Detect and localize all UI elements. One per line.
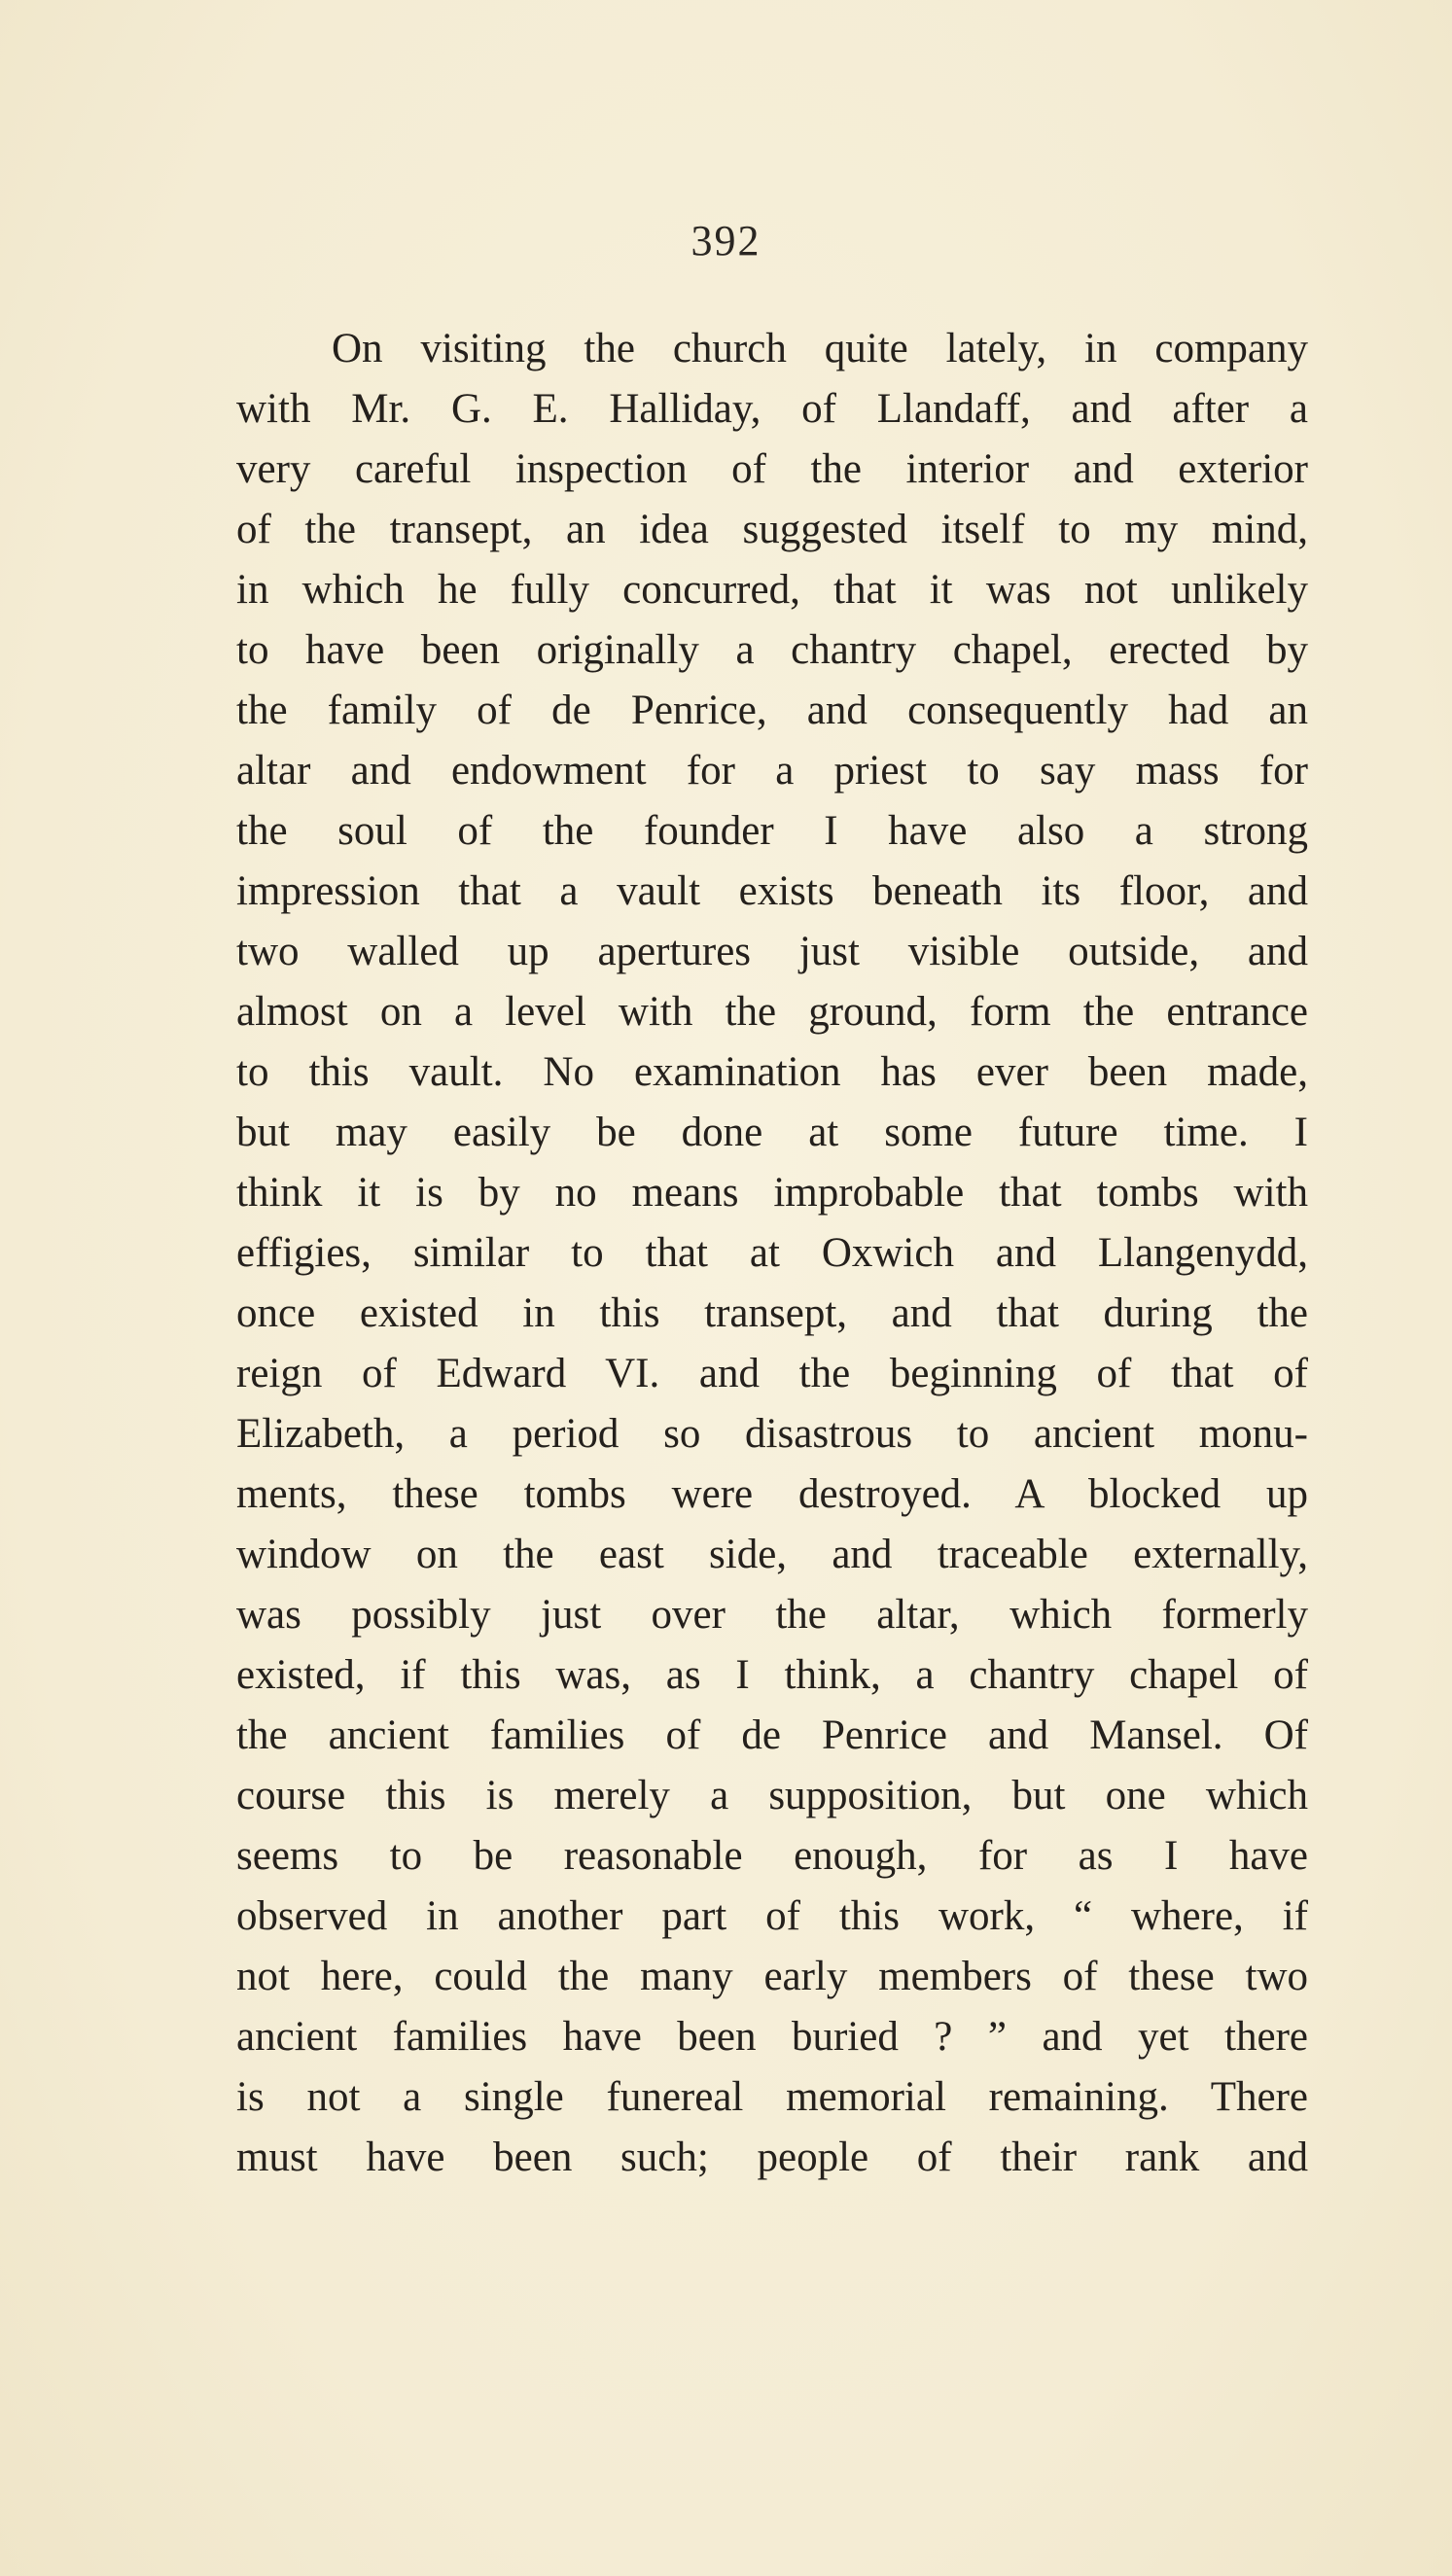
text-line: altar and endowment for a priest to say mass for: [236, 748, 1308, 794]
text-line: almost on a level with the ground, form the entrance: [236, 989, 1308, 1035]
text-line: of the transept, an idea suggested itself to my mind,: [236, 507, 1308, 552]
text-line: in which he fully concurred, that it was not unlikely: [236, 567, 1308, 613]
text-line: not here, could the many early members of these two: [236, 1954, 1308, 1999]
text-line: window on the east side, and traceable externally,: [236, 1532, 1308, 1577]
text-line: existed, if this was, as I think, a chantry chapel of: [236, 1652, 1308, 1698]
text-line: impression that a vault exists beneath its floor, and: [236, 868, 1308, 914]
text-line: to have been originally a chantry chapel, erected by: [236, 627, 1308, 673]
text-line: reign of Edward VI. and the beginning of that of: [236, 1351, 1308, 1396]
text-line: the family of de Penrice, and consequently had an: [236, 688, 1308, 733]
text-line: must have been such; people of their rank and: [236, 2135, 1308, 2180]
text-line: the ancient families of de Penrice and Mansel. Of: [236, 1712, 1308, 1758]
text-line: think it is by no means improbable that tombs with: [236, 1170, 1308, 1216]
text-line: ancient families have been buried ? ” and yet there: [236, 2014, 1308, 2060]
text-line: course this is merely a supposition, but one which: [236, 1773, 1308, 1818]
text-line: very careful inspection of the interior and exterior: [236, 446, 1308, 492]
text-line: ments, these tombs were destroyed. A blocked up: [236, 1471, 1308, 1517]
text-line: Elizabeth, a period so disastrous to ancient monu-: [236, 1411, 1308, 1457]
text-line: seems to be reasonable enough, for as I have: [236, 1833, 1308, 1879]
text-line: two walled up apertures just visible outside, and: [236, 929, 1308, 974]
body-paragraph: [236, 319, 1308, 2188]
text-line: is not a single funereal memorial remaining. There: [236, 2074, 1308, 2120]
text-line: once existed in this transept, and that during the: [236, 1290, 1308, 1336]
text-line: observed in another part of this work, “ where, if: [236, 1893, 1308, 1939]
text-line: effigies, similar to that at Oxwich and Llangenydd,: [236, 1230, 1308, 1276]
text-line: On visiting the church quite lately, in company: [332, 326, 1308, 371]
text-line: was possibly just over the altar, which formerly: [236, 1592, 1308, 1638]
text-line: the soul of the founder I have also a strong: [236, 808, 1308, 854]
text-line: to this vault. No examination has ever been made,: [236, 1049, 1308, 1095]
text-line: with Mr. G. E. Halliday, of Llandaff, and after a: [236, 386, 1308, 432]
text-line: but may easily be done at some future time. I: [236, 1110, 1308, 1155]
page-number: 392: [691, 217, 761, 265]
